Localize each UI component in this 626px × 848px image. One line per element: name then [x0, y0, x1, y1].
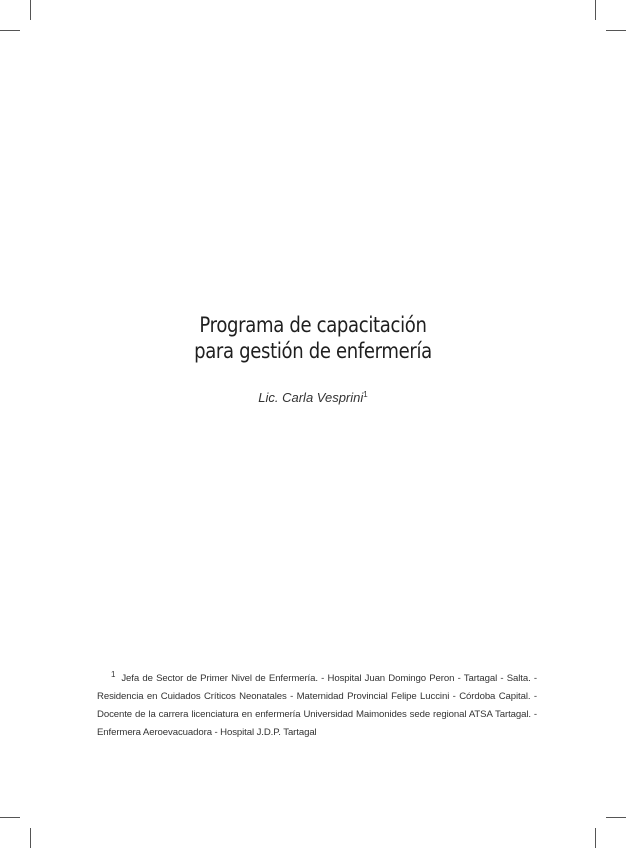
crop-mark-bottom-right-h	[606, 817, 626, 818]
chapter-title-line-1: Programa de capacitación	[199, 313, 427, 337]
author-line	[0, 390, 626, 405]
crop-mark-bottom-left-h	[0, 817, 20, 818]
footnote-marker: 1	[111, 670, 116, 679]
author-name: Lic. Carla Vesprini	[258, 390, 364, 405]
crop-mark-bottom-left	[30, 828, 31, 848]
crop-mark-top-left-h	[0, 30, 20, 31]
crop-mark-top-right-h	[606, 30, 626, 31]
crop-mark-top-left	[30, 0, 31, 20]
footnote	[97, 666, 537, 742]
chapter-title	[44, 312, 582, 364]
crop-mark-top-right	[595, 0, 596, 20]
footnote-text: Jefa de Sector de Primer Nivel de Enfermería. - Hospital Juan Domingo Peron - Tartagal - Salta. - Residencia en Cuidados Críticos Neonatales - Maternidad Provincial Felipe Luccini - Córdoba Capital. - Docente de la carrera licenciatura en enfermería Universidad Maimonides sede regional ATSA Tartagal. - Enfermera Aeroevacuadora - Hospital J.D.P. Tartagal	[97, 673, 537, 738]
chapter-title-line-2: para gestión de enfermería	[194, 339, 432, 363]
author-footnote-marker: 1	[363, 390, 368, 399]
crop-mark-bottom-right	[595, 828, 596, 848]
